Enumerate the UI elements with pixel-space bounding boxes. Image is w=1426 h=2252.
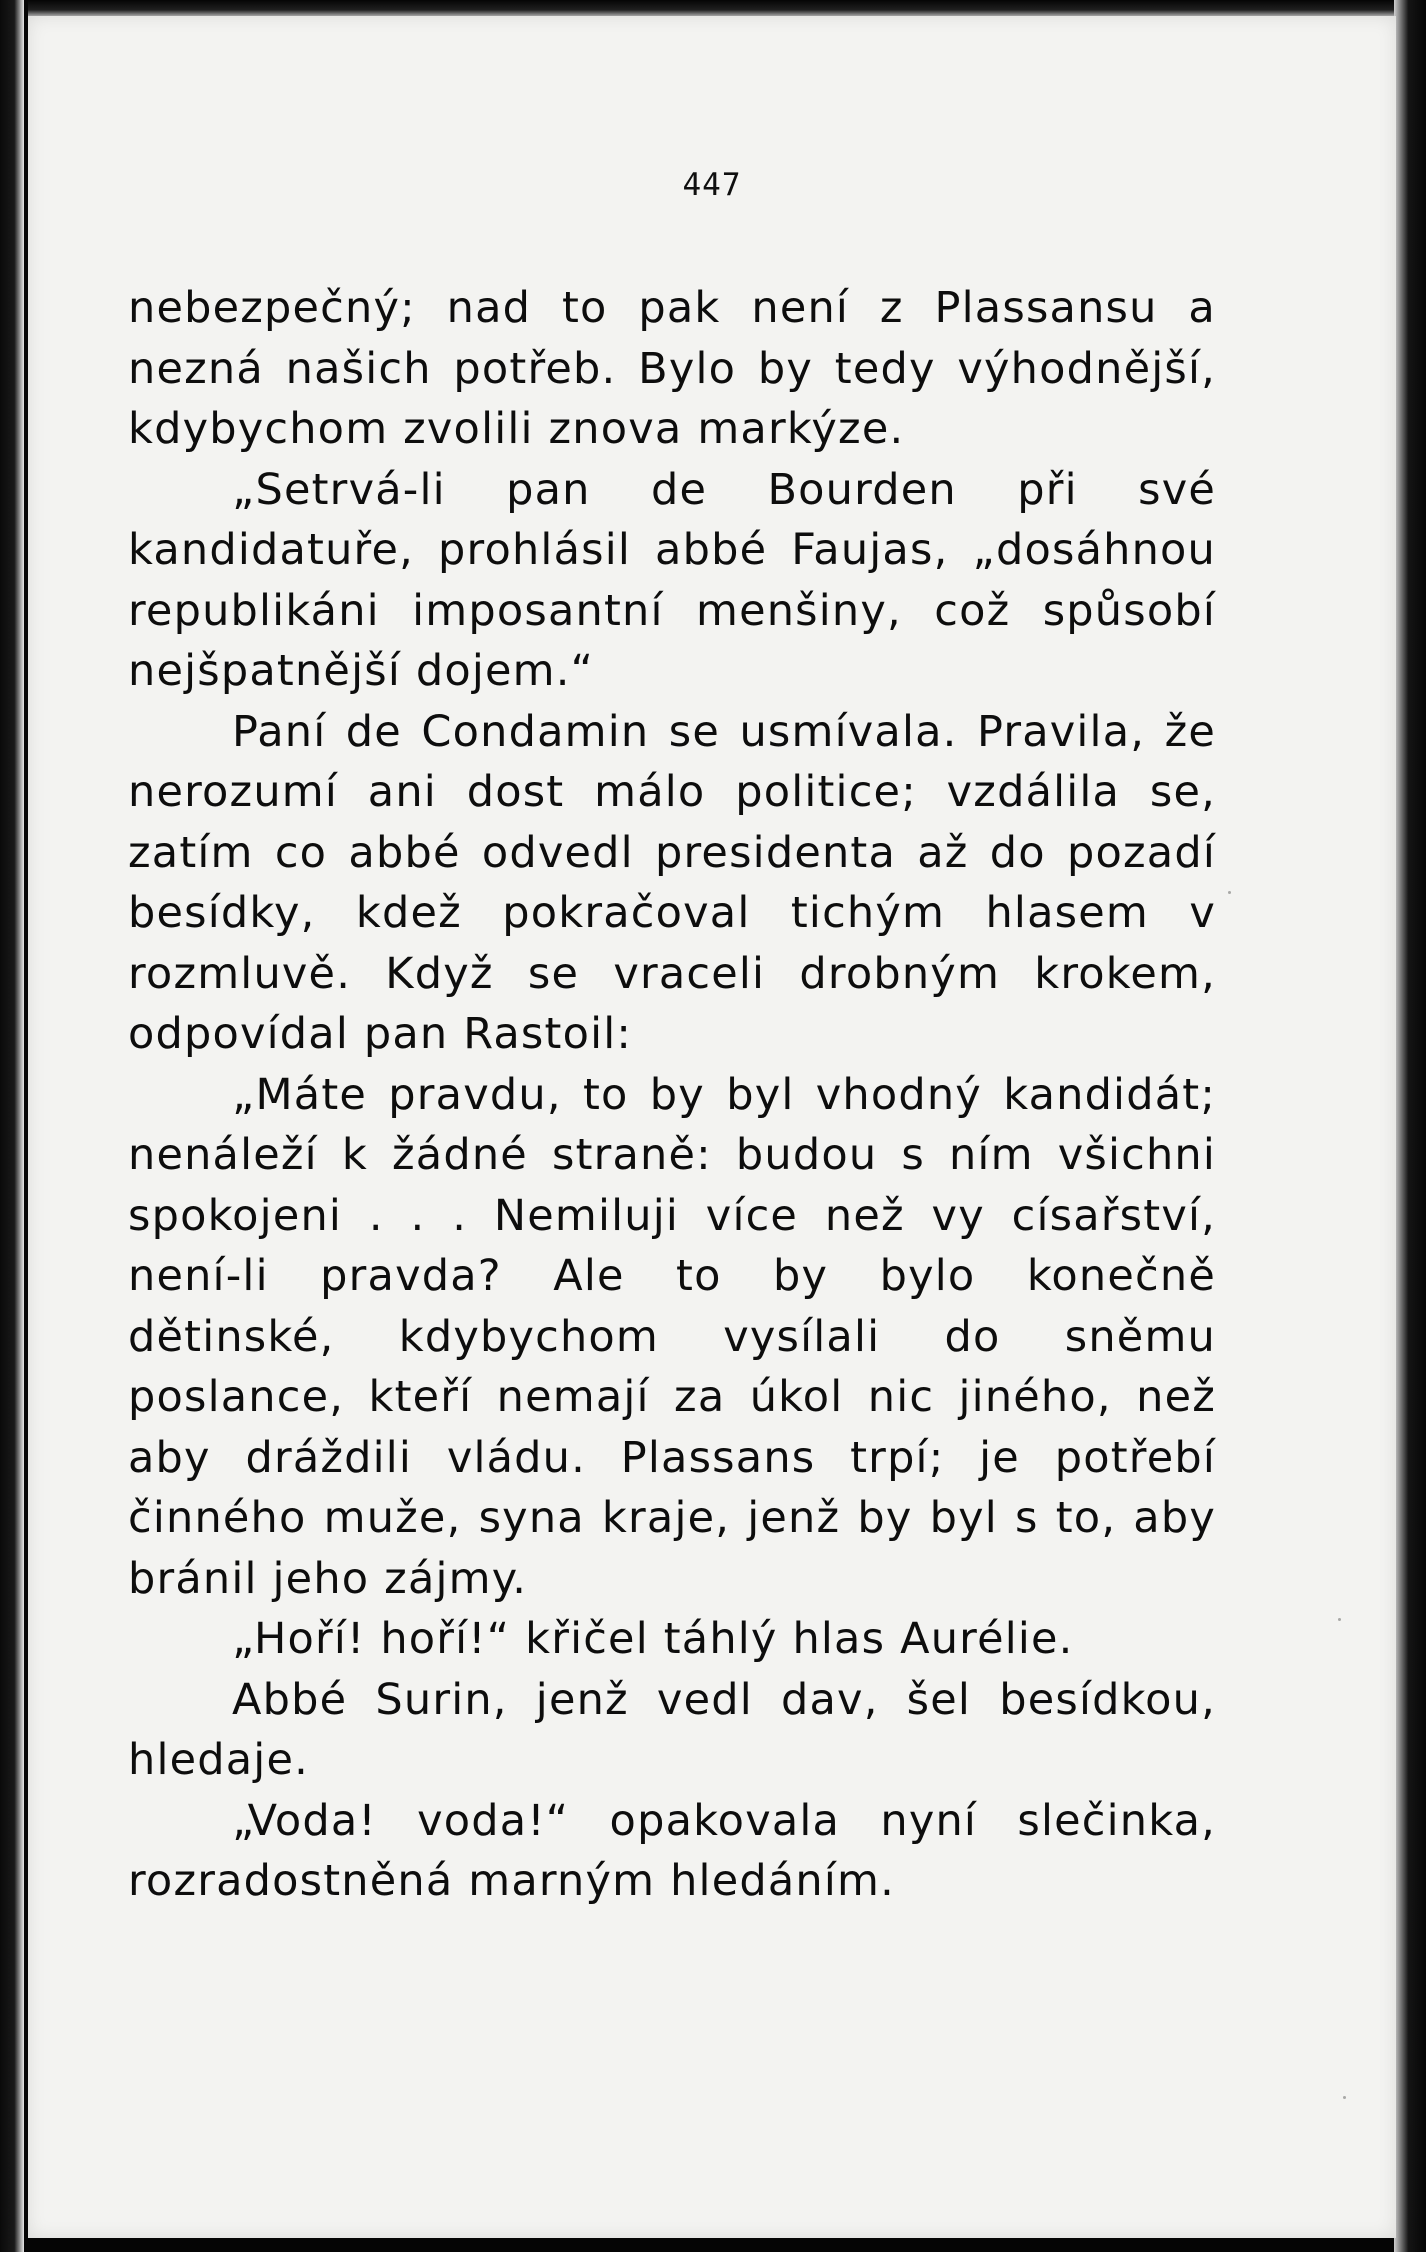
- book-spine-edge: [0, 0, 24, 2252]
- right-scan-edge: [1394, 0, 1426, 2252]
- scan-speck: [1338, 1618, 1341, 1621]
- paragraph-4: „Máte pravdu, to by byl vhodný kandidát; nenáleží k žádné straně: budou s ním všichni spokojeni . . . Nemiluji více než vy císařství, není-li pravda? Ale to by bylo konečně dětinské, kdybychom vysílali do sněmu poslance, kteří nemají za úkol nic jiného, než aby dráždili vládu. Plassans trpí; je potřebí činného muže, syna kraje, jenž by byl s to, aby bránil jeho zájmy.: [128, 1069, 1216, 1604]
- paragraph-5: „Hoří! hoří!“ křičel táhlý hlas Aurélie.: [232, 1614, 1074, 1664]
- paragraph-2: „Setrvá-li pan de Bourden při své kandidatuře, prohlásil abbé Faujas, „dosáhnou republikáni imposantní menšiny, což spůsobí nejšpatnější dojem.“: [128, 464, 1216, 696]
- scan-speck: [1343, 2096, 1346, 2099]
- paragraph-7: „Voda! voda!“ opakovala nyní slečinka, rozradostněná marným hledáním.: [128, 1795, 1216, 1906]
- paragraph-1: nebezpečný; nad to pak není z Plassansu a nezná našich potřeb. Bylo by tedy výhodnější, kdybychom zvolili znova markýze.: [128, 283, 1216, 454]
- paragraph-6: Abbé Surin, jenž vedl dav, šel besídkou, hledaje.: [128, 1674, 1216, 1785]
- book-page: [28, 16, 1396, 2238]
- paragraph-3: Paní de Condamin se usmívala. Pravila, že nerozumí ani dost málo politice; vzdálila se, zatím co abbé odvedl presidenta až do pozadí besídky, kdež pokračoval tichým hlasem v rozmluvě. Když se vraceli drobným krokem, odpovídal pan Rastoil:: [128, 706, 1216, 1059]
- body-text: [128, 278, 1216, 1912]
- page-number: 447: [682, 167, 742, 203]
- scan-speck: [1228, 891, 1231, 894]
